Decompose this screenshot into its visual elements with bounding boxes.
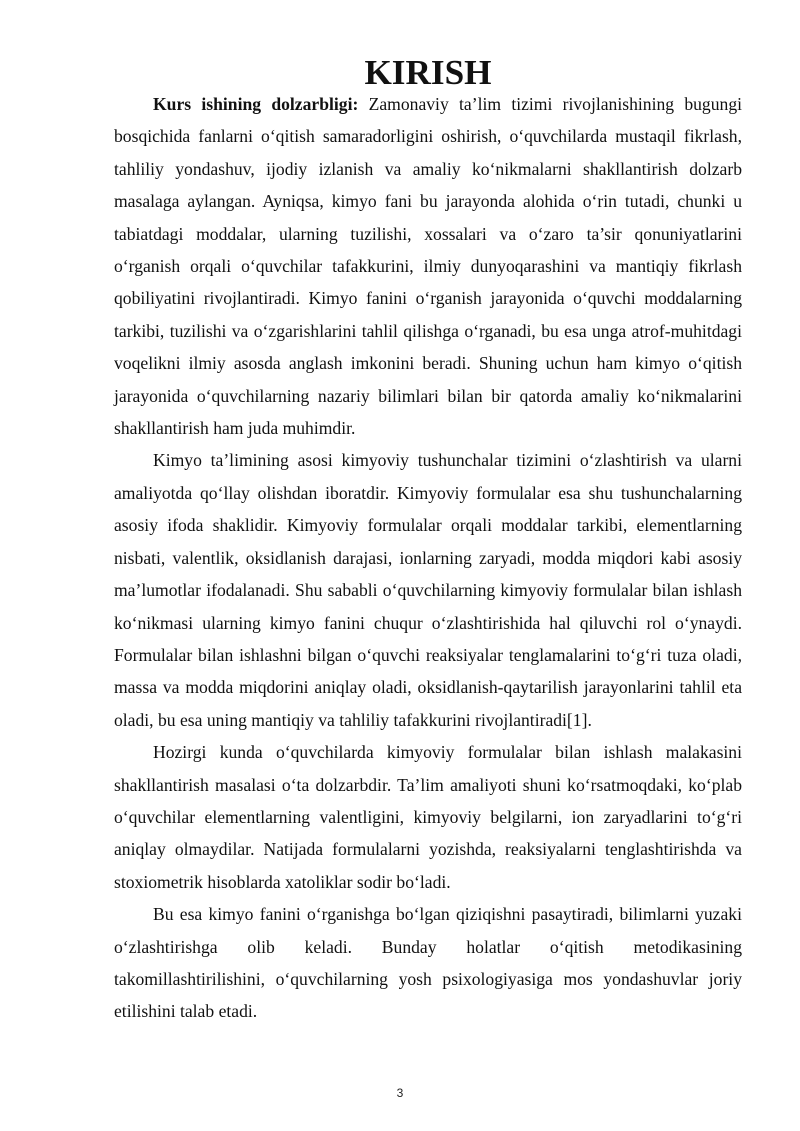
paragraph-chemistry-education xyxy=(114,444,742,736)
paragraph-current-issue xyxy=(114,736,742,898)
paragraph-text: Kimyo ta’limining asosi kimyoviy tushunchalar tizimini o‘zlashtirish va ularni amaliyotda qo‘llay olishdan iboratdir. Kimyoviy formulalar esa shu tushunchalarning asosiy ifoda shaklidir. Kimyoviy formulalar orqali moddalar tarkibi, elementlarning nisbati, valentlik, oksidlanish darajasi, ionlarning zaryadi, modda miqdori kabi asosiy ma’lumotlar ifodalanadi. Shu sababli o‘quvchilarning kimyoviy formulalar bilan ishlash ko‘nikmasi ularning kimyo fanini chuqur o‘zlashtirishida hal qiluvchi rol o‘ynaydi. Formulalar bilan ishlashni bilgan o‘quvchi reaksiyalar tenglamalarini to‘g‘ri tuza oladi, massa va modda miqdorini aniqlay oladi, oksidlanish-qaytarilish jarayonlarini tahlil eta oladi, bu esa uning mantiqiy va tahliliy tafakkurini rivojlantiradi[1]. xyxy=(114,450,742,730)
page-number: 3 xyxy=(396,1086,404,1100)
paragraph-lead: Kurs ishining dolzarbligi: xyxy=(153,94,359,114)
paragraph-consequences xyxy=(114,898,742,1028)
paragraph-text: Bu esa kimyo fanini o‘rganishga bo‘lgan qiziqishni pasaytiradi, bilimlarni yuzaki o‘zlashtirishga olib keladi. Bunday holatlar o‘qitish metodikasining takomillashtirilishini, o‘quvchilarning yosh psixologiyasiga mos yondashuvlar joriy etilishini talab etadi. xyxy=(114,904,742,1022)
paragraph-text: Hozirgi kunda o‘quvchilarda kimyoviy formulalar bilan ishlash malakasini shakllantirish masalasi o‘ta dolzarbdir. Ta’lim amaliyoti shuni ko‘rsatmoqdaki, ko‘plab o‘quvchilar elementlarning valentligini, kimyoviy belgilarni, ion zaryadlarini to‘g‘ri aniqlay olmaydilar. Natijada formulalarni yozishda, reaksiyalarni tenglashtirishda va stoxiometrik hisoblarda xatoliklar sodir bo‘ladi. xyxy=(114,742,742,892)
document-page xyxy=(114,53,743,1028)
paragraph-relevance xyxy=(114,88,742,444)
page-title: KIRISH xyxy=(364,53,492,92)
paragraph-text: Zamonaviy ta’lim tizimi rivojlanishining bugungi bosqichida fanlarni o‘qitish samaradorligini oshirish, o‘quvchilarda mustaqil fikrlash, tahliliy yondashuv, ijodiy izlanish va amaliy ko‘nikmalarni shakllantirish dolzarb masalaga aylangan. Ayniqsa, kimyo fani bu jarayonda alohida o‘rin tutadi, chunki u tabiatdagi moddalar, ularning tuzilishi, xossalari va o‘zaro ta’sir qonuniyatlarini o‘rganish orqali o‘quvchilar tafakkurini, ilmiy dunyoqarashini va mantiqiy fikrlash qobiliyatini rivojlantiradi. Kimyo fanini o‘rganish jarayonida o‘quvchi moddalarning tarkibi, tuzilishi va o‘zgarishlarini tahlil qilishga o‘rganadi, bu esa unga atrof-muhitdagi voqelikni ilmiy asosda anglash imkonini beradi. Shuning uchun ham kimyo o‘qitish jarayonida o‘quvchilarning nazariy bilimlari bilan bir qatorda amaliy ko‘nikmalarini shakllantirish ham juda muhimdir. xyxy=(114,94,743,439)
